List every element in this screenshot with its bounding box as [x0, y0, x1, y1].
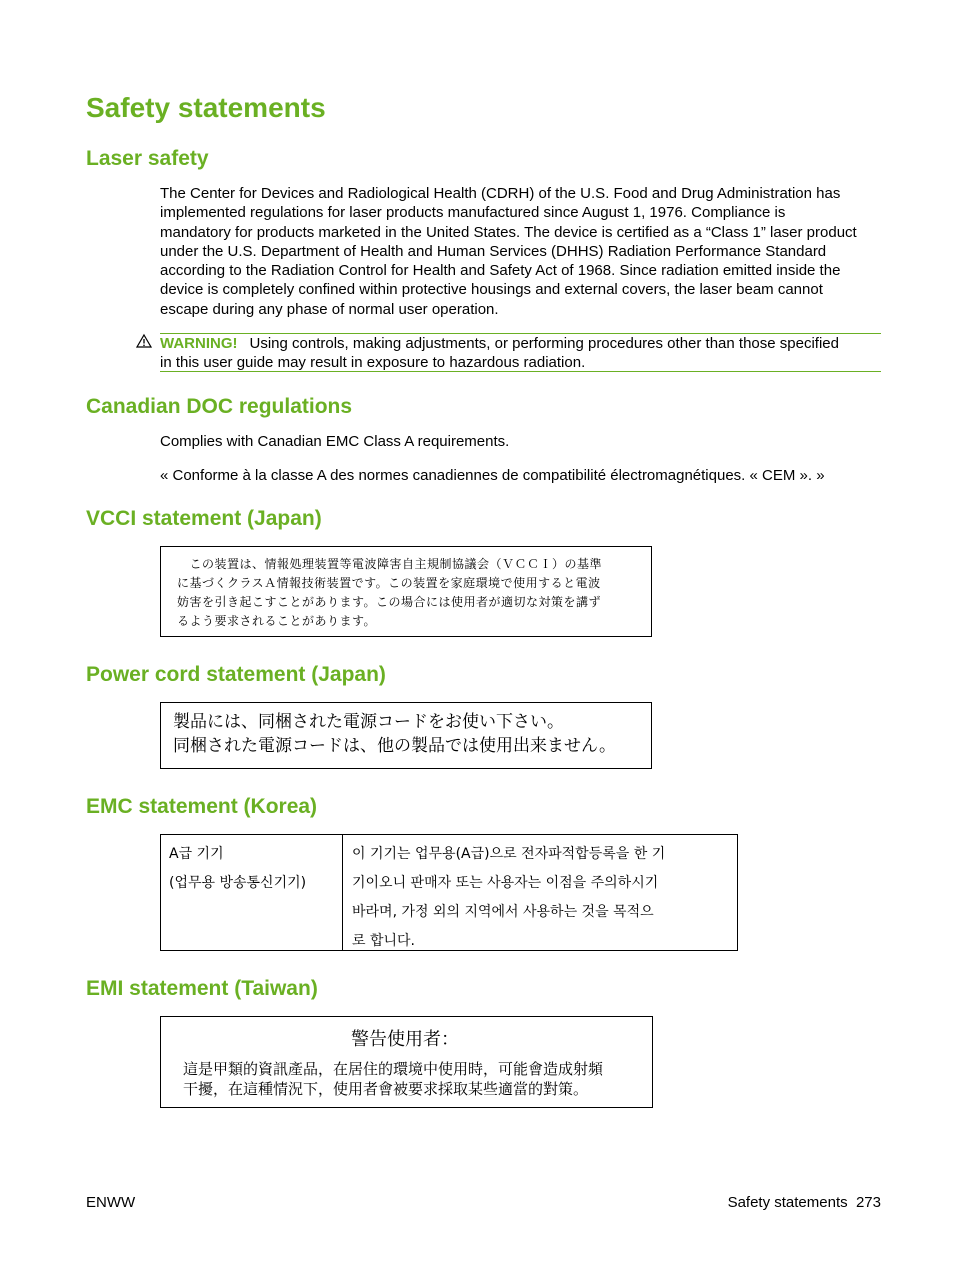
section-heading-canadian-doc: Canadian DOC regulations — [86, 395, 353, 418]
korea-desc-line: 기이오니 판매자 또는 사용자는 이점을 주의하시기 — [352, 875, 659, 891]
vcci-line: 妨害を引き起こすことがあります。この場合には使用者が適切な対策を講ず — [177, 595, 602, 609]
section-heading-emi-taiwan: EMI statement (Taiwan) — [86, 977, 318, 1000]
laser-line: according to the Radiation Control for Health and Safety Act of 1968. Since radiation emitted inside the — [160, 262, 841, 280]
laser-line: device is completely confined within protective housings and external covers, the laser beam cannot — [160, 281, 823, 299]
vcci-line: るよう要求されることがあります。 — [177, 614, 377, 628]
power-line: 製品には、同梱された電源コードをお使い下さい。 — [173, 712, 564, 732]
power-cord-statement-box — [160, 702, 652, 769]
laser-line: The Center for Devices and Radiological Health (CDRH) of the U.S. Food and Drug Administration has — [160, 185, 841, 202]
taiwan-box-title: 警告使用者： — [351, 1029, 459, 1050]
laser-safety-paragraph — [160, 184, 884, 319]
page-title: Safety statements — [86, 92, 326, 123]
korea-desc-line: 이 기기는 업무용(A급)으로 전자파적합등록을 한 기 — [352, 846, 666, 862]
footer-section-title: Safety statements — [727, 1194, 848, 1211]
korea-description-cell — [344, 835, 737, 950]
korea-desc-line: 바라며, 가정 외의 지역에서 사용하는 것을 목적으 — [352, 904, 654, 920]
korea-class-line: A급 기기 — [169, 846, 224, 862]
taiwan-line: 這是甲類的資訊產品，在居住的環境中使用時，可能會造成射頻 — [183, 1060, 604, 1078]
section-heading-power-cord: Power cord statement (Japan) — [86, 663, 386, 686]
korea-statement-table — [160, 834, 738, 951]
taiwan-statement-box — [160, 1016, 653, 1108]
canadian-line-2: « Conforme à la classe A des normes canadiennes de compatibilité électromagnétiques. « CEM ». » — [160, 467, 825, 484]
warning-line-1: Using controls, making adjustments, or performing procedures other than those specified — [249, 335, 839, 352]
taiwan-line: 干擾，在這種情況下，使用者會被要求採取某些適當的對策。 — [183, 1080, 589, 1098]
power-line: 同梱された電源コードは、他の製品では使用出来ません。 — [173, 736, 617, 756]
footer-left: ENWW — [86, 1194, 136, 1211]
warning-label: WARNING! — [160, 335, 238, 352]
section-heading-vcci: VCCI statement (Japan) — [86, 507, 322, 530]
canadian-line-1: Complies with Canadian EMC Class A requirements. — [160, 433, 510, 450]
vcci-line: この装置は、情報処理装置等電波障害自主規制協議会（ＶＣＣＩ）の基準 — [177, 557, 603, 571]
page-number: 273 — [855, 1194, 881, 1211]
footer-right — [728, 1194, 881, 1211]
laser-line: implemented regulations for laser products manufactured since August 1, 1976. Compliance is — [160, 204, 786, 222]
vcci-line: に基づくクラスＡ情報技術装置です。この装置を家庭環境で使用すると電波 — [177, 576, 601, 590]
section-heading-emc-korea: EMC statement (Korea) — [86, 795, 318, 818]
warning-line-2: in this user guide may result in exposure to hazardous radiation. — [160, 354, 586, 372]
laser-line: escape during any phase of normal user operation. — [160, 300, 499, 318]
laser-line: under the U.S. Department of Health and Human Services (DHHS) Radiation Performance Standard — [160, 242, 827, 260]
warning-note — [160, 333, 881, 372]
taiwan-box-body — [183, 1059, 603, 1099]
korea-class-line: (업무용 방송통신기기) — [169, 875, 307, 891]
vcci-statement-box — [160, 546, 652, 637]
korea-desc-line: 로 합니다. — [352, 933, 415, 949]
warning-triangle-icon — [136, 333, 152, 349]
section-heading-laser-safety: Laser safety — [86, 147, 209, 170]
korea-class-cell — [161, 835, 343, 950]
warning-text — [160, 334, 881, 373]
laser-line: mandatory for products marketed in the United States. The device is certified as a “Class 1” laser product — [160, 223, 857, 241]
